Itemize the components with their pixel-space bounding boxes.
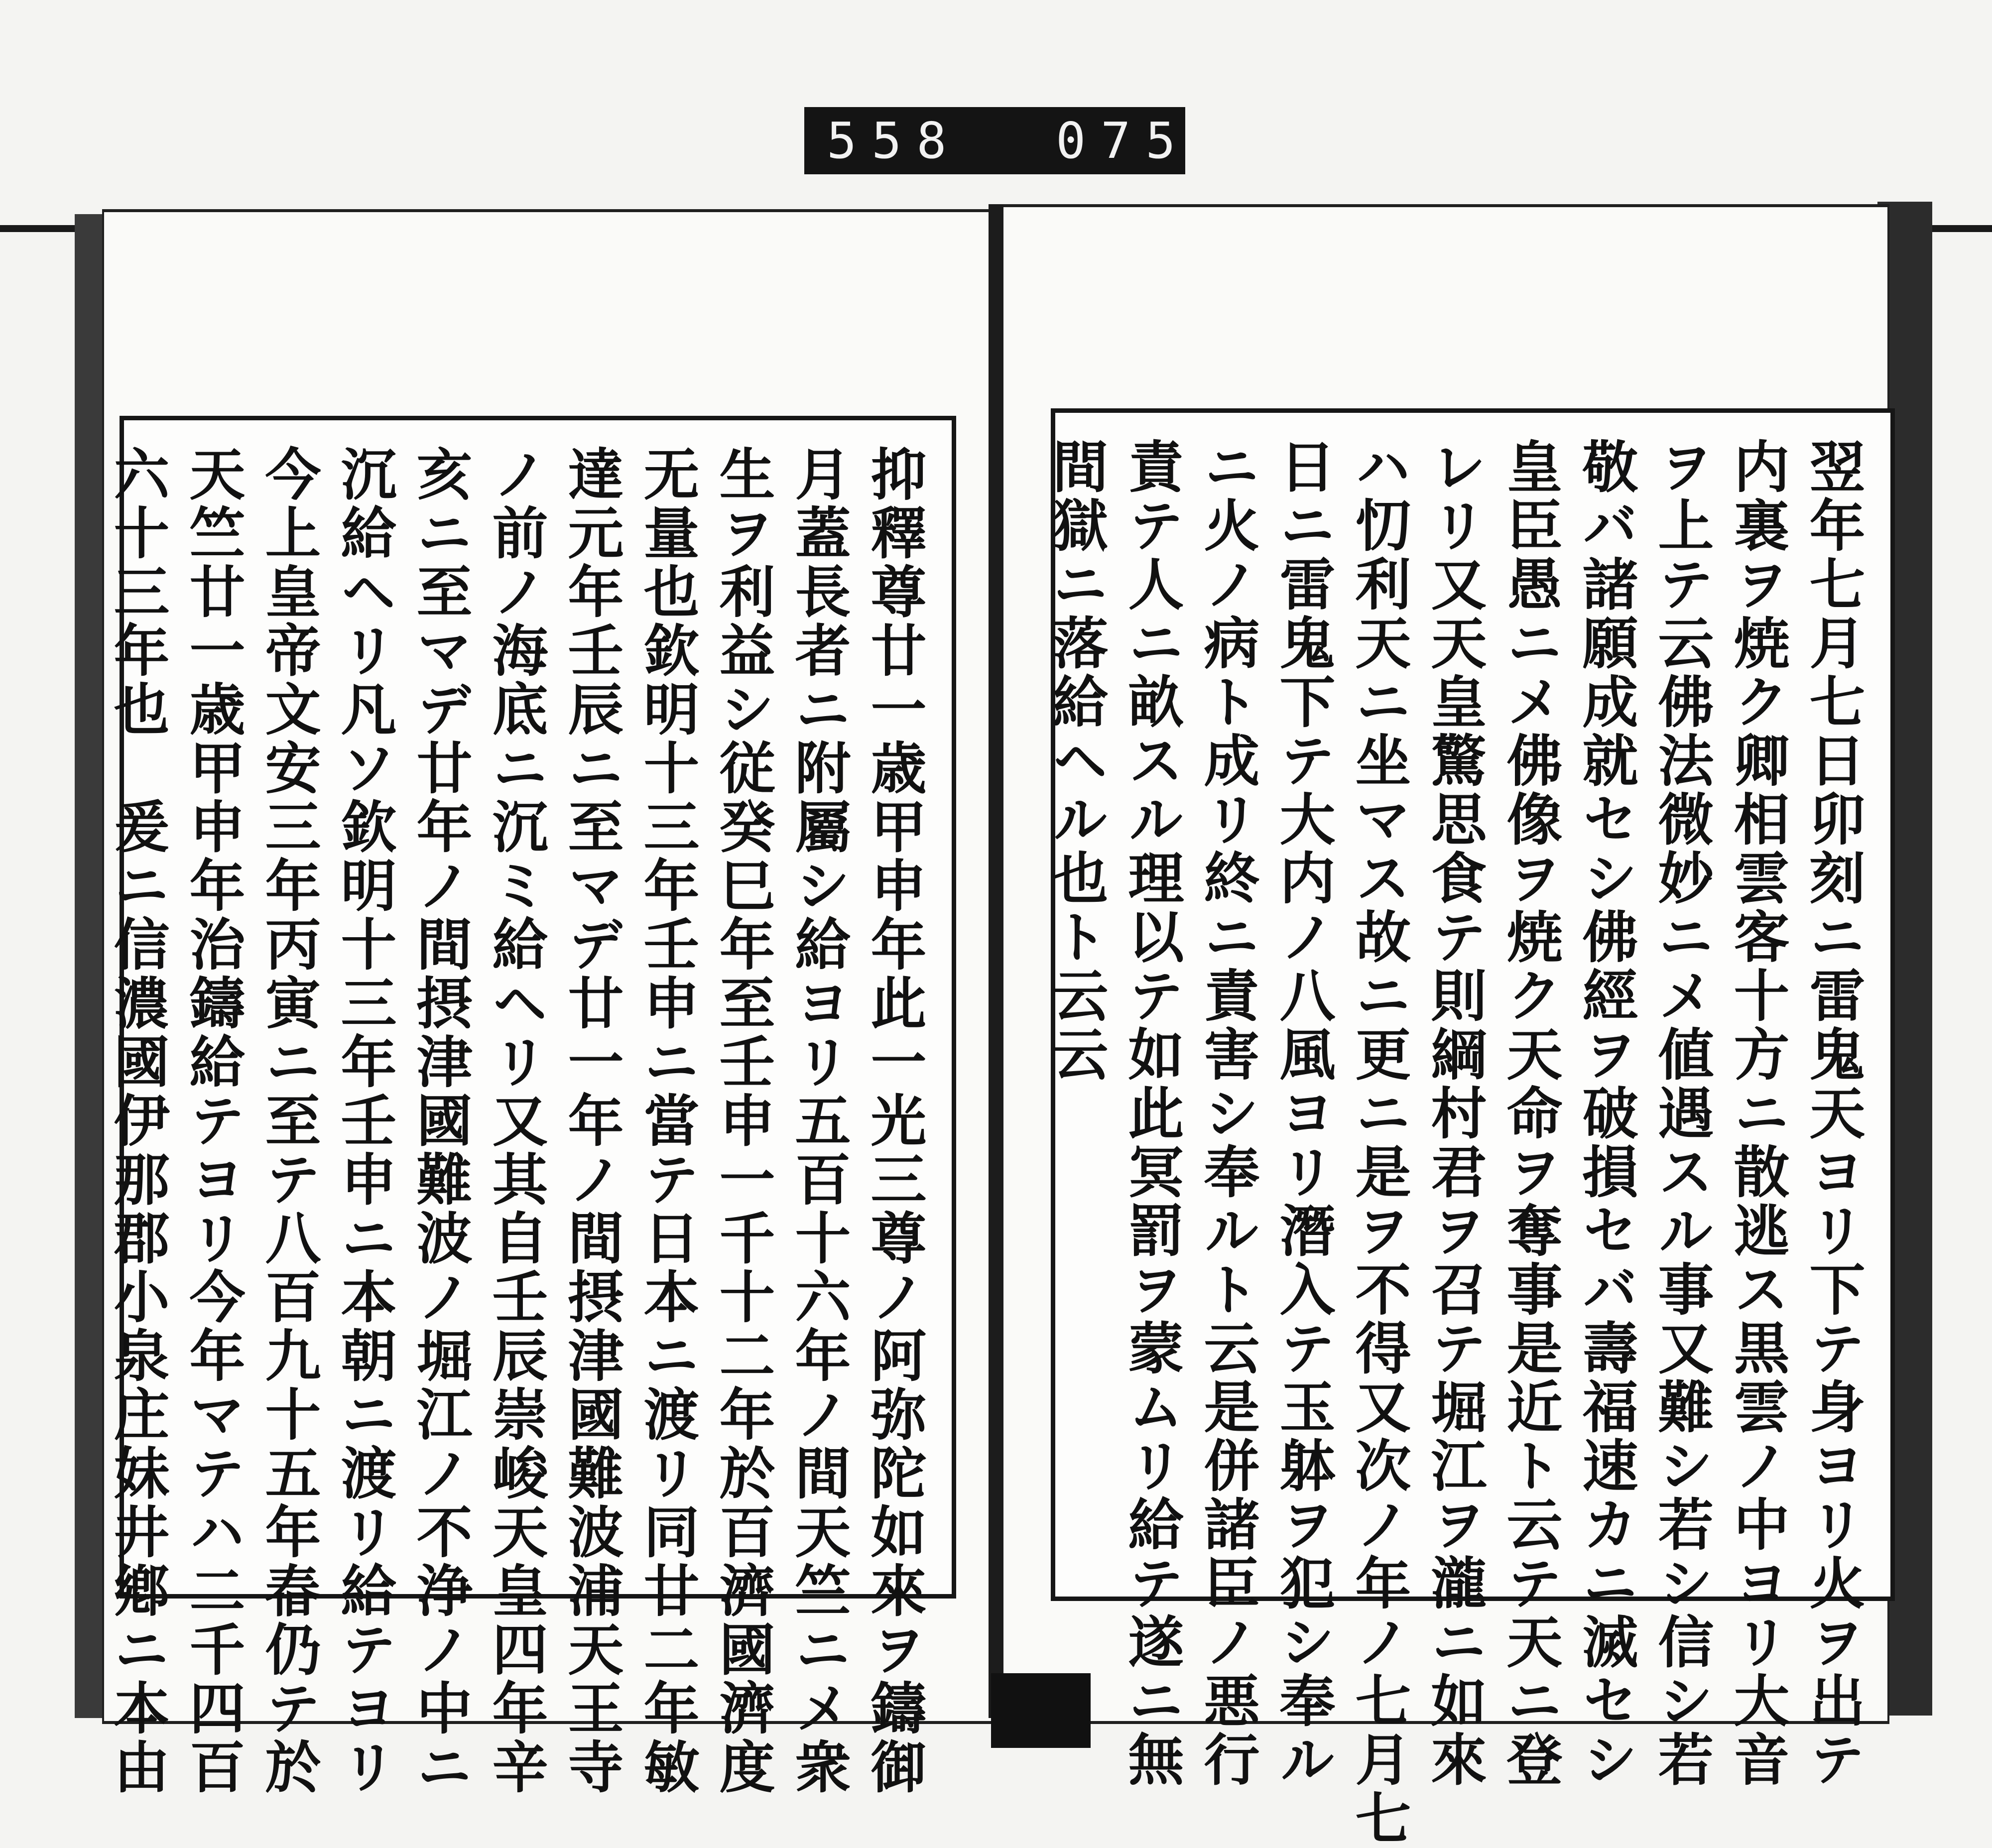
text-column: 敬バ諸願成就セシ佛經ヲ破損セバ壽福速カニ滅セシ xyxy=(1573,438,1638,1789)
frame-number: 075 xyxy=(1056,112,1191,170)
text-column: 六十三年也 爰ニ信濃國伊那郡小泉庄妹井鄕ニ本由 xyxy=(105,445,170,1797)
text-column: 抑釋尊廿一歳甲申年此一光三尊ノ阿弥陀如來ヲ鑄御 xyxy=(862,445,927,1797)
frame-number-label xyxy=(804,107,1191,174)
text-column: 天竺廿一歳甲申年治鑄給テヨリ今年マテハ二千四百 xyxy=(180,445,246,1797)
text-column: 月蓋長者ニ附屬シ給ヨリ五百十六年ノ間天竺ニメ衆 xyxy=(786,445,851,1797)
text-column: 亥ニ至マデ廿年ノ間摂津國難波ノ堀江ノ不浄ノ中ニ xyxy=(407,445,473,1797)
text-column: ハ忉利天ニ坐マス故ニ更ニ是ヲ不得又次ノ年ノ七月七 xyxy=(1346,438,1411,1848)
text-column: 間獄ニ落給ヘル也ト云云 xyxy=(1043,438,1109,1084)
text-column: ニ火ノ病ト成リ終ニ責害シ奉ルト云是併諸臣ノ悪行 xyxy=(1195,438,1260,1789)
binding-shadow xyxy=(991,1673,1091,1748)
text-column: 責テ人ニ畝スル理以テ如此冥罰ヲ蒙ムリ給テ遂ニ無 xyxy=(1119,438,1184,1789)
book-gutter xyxy=(989,204,1003,1718)
text-column: 沉給ヘリ凡ソ欽明十三年壬申ニ本朝ニ渡リ給テヨリ xyxy=(332,445,397,1797)
text-column: ヲ上テ云佛法微妙ニメ値遇スル事又難シ若シ信シ若 xyxy=(1649,438,1714,1789)
text-column: 内裏ヲ焼ク卿相雲客十方ニ散逃ス黒雲ノ中ヨリ大音 xyxy=(1725,438,1790,1789)
text-column: 无量也欽明十三年壬申ニ當テ日本ニ渡リ同廿二年敏 xyxy=(634,445,700,1797)
right-text-frame xyxy=(1043,408,1895,1848)
text-column: 日ニ雷鬼下テ大内ノ八風ヨリ潛入テ玉躰ヲ犯シ奉ル xyxy=(1270,438,1336,1789)
right-text-columns xyxy=(1043,438,1870,1848)
text-column: 達元年壬辰ニ至マデ廿一年ノ間摂津國難波浦天王寺 xyxy=(559,445,624,1797)
text-column: 翌年七月七日卯刻ニ雷鬼天ヨリ下テ身ヨリ火ヲ出テ xyxy=(1800,438,1866,1789)
text-column: 皇臣愚ニメ佛像ヲ焼ク天命ヲ奪事是近ト云テ天ニ登 xyxy=(1497,438,1563,1789)
text-column: 今上皇帝文安三年丙寅ニ至テ八百九十五年㫪仍テ於 xyxy=(256,445,321,1797)
left-text-columns xyxy=(105,445,932,1797)
text-column: ノ前ノ海底ニ沉ミ給ヘリ又其自壬辰崇峻天皇四年辛 xyxy=(483,445,548,1797)
left-text-frame xyxy=(105,416,956,1797)
text-column: 生ヲ利益シ従癸巳年至壬申一千十二年於百濟國濟度 xyxy=(710,445,775,1797)
reel-number: 558 xyxy=(827,112,962,170)
text-column: レリ又天皇驚思食テ則綱村君ヲ召テ堀江ヲ瀧ニ如來 xyxy=(1422,438,1487,1789)
